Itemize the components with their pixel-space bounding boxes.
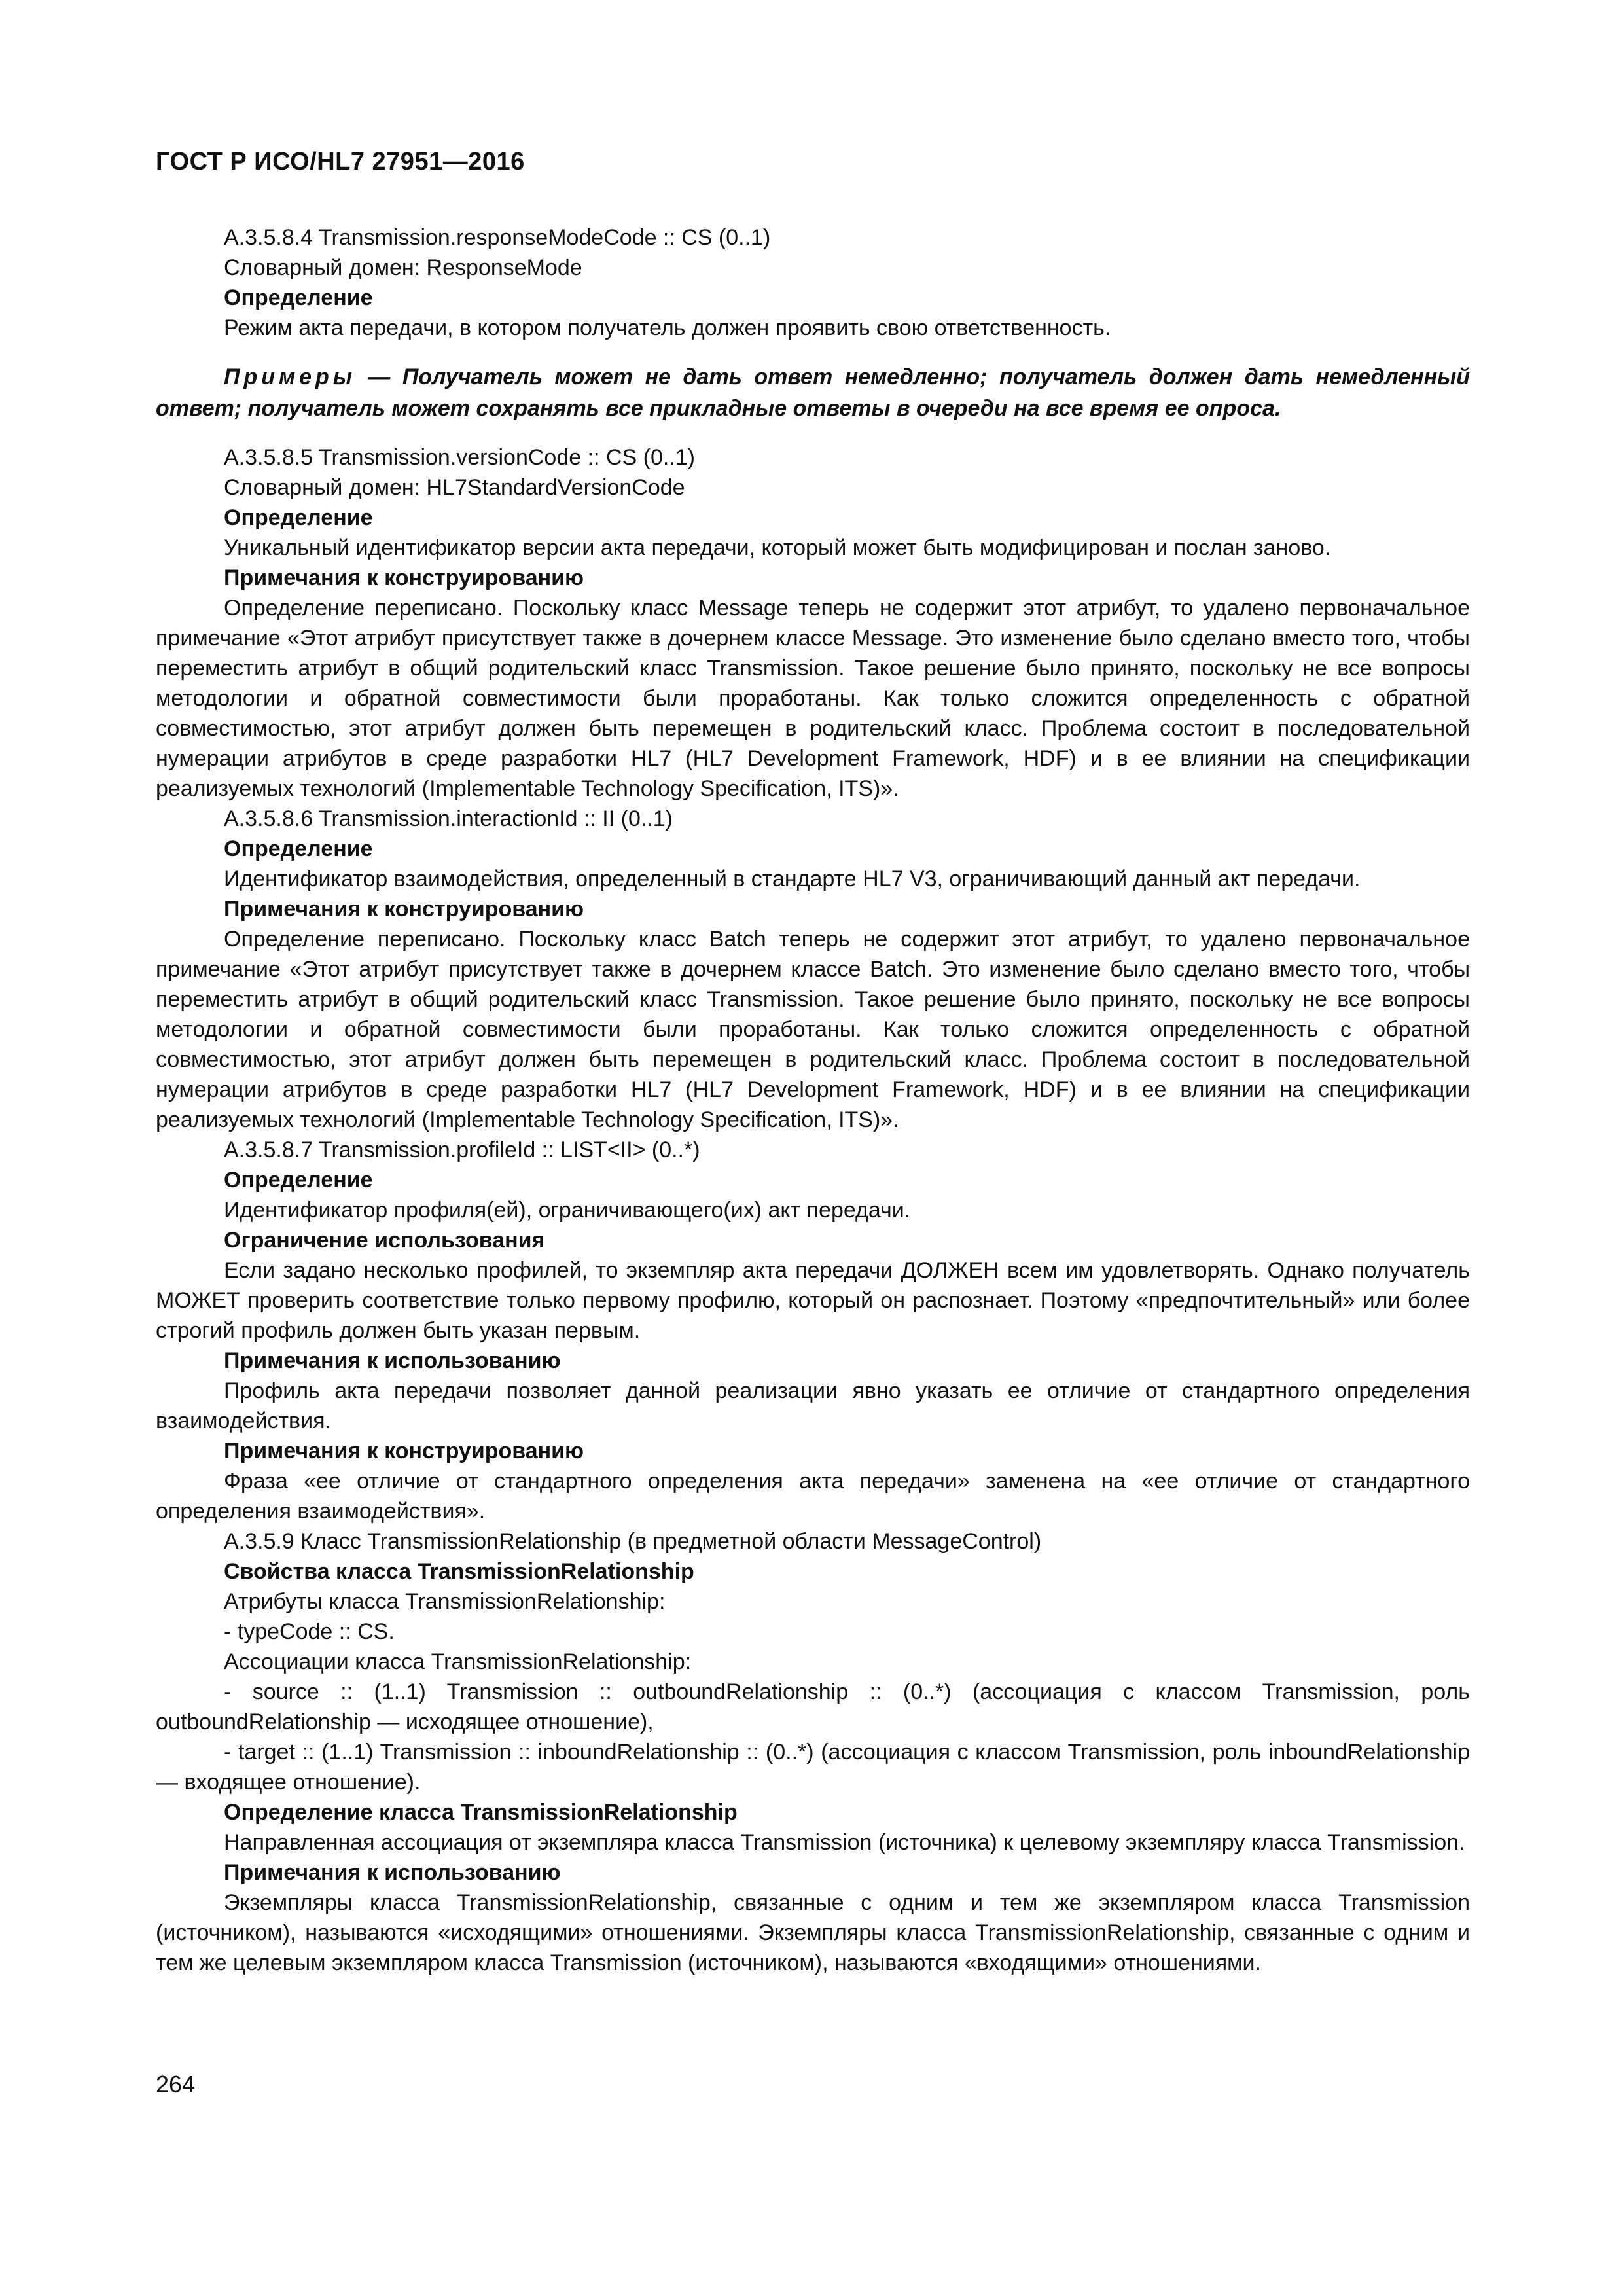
subheading-definition: Определение xyxy=(224,505,373,530)
subheading-definition: Определение xyxy=(224,1168,373,1193)
body-paragraph: Если задано несколько профилей, то экземпляр акта передачи ДОЛЖЕН всем им удовлетворять. Однако получатель МОЖЕТ проверить соответствие только первому профилю, который он распознает. Поэтому «предпочтительный» или более строгий профиль должен быть указан первым. xyxy=(156,1258,1470,1343)
subheading-usage-notes: Примечания к использованию xyxy=(224,1348,561,1373)
body-paragraph: Атрибуты класса TransmissionRelationship: xyxy=(224,1589,666,1614)
subheading-usage-constraint: Ограничение использования xyxy=(224,1228,545,1253)
body-paragraph: Направленная ассоциация от экземпляра класса Transmission (источника) к целевому экземпляру класса Transmission. xyxy=(224,1830,1465,1855)
subheading-class-properties: Свойства класса TransmissionRelationship xyxy=(224,1559,694,1584)
list-item: - source :: (1..1) Transmission :: outboundRelationship :: (0..*) (ассоциация с классом Transmission, роль outboundRelationship — исходящее отношение), xyxy=(156,1679,1470,1734)
list-item: - target :: (1..1) Transmission :: inboundRelationship :: (0..*) (ассоциация с классом Transmission, роль inboundRelationship — входящее отношение). xyxy=(156,1740,1470,1795)
body-paragraph: Режим акта передачи, в котором получатель должен проявить свою ответственность. xyxy=(224,315,1111,340)
body-paragraph: Ассоциации класса TransmissionRelationship: xyxy=(224,1649,692,1674)
section-heading: A.3.5.8.6 Transmission.interactionId :: II (0..1) xyxy=(224,806,673,831)
document-body xyxy=(156,223,1470,1978)
document-header: ГОСТ Р ИСО/HL7 27951—2016 xyxy=(156,148,525,175)
body-paragraph: Определение переписано. Поскольку класс Message теперь не содержит этот атрибут, то удалено первоначальное примечание «Этот атрибут присутствует также в дочернем классе Message. Это изменение было сделано вместо того, чтобы переместить атрибут в общий родительский класс Transmission. Такое решение было принято, поскольку не все вопросы методологии и обратной совместимости были проработаны. Как только сложится определенность с обратной совместимостью, этот атрибут должен быть перемещен в родительский класс. Проблема состоит в последовательной нумерации атрибутов в среде разработки HL7 (HL7 Development Framework, HDF) и в ее влиянии на спецификации реализуемых технологий (Implementable Technology Specification, ITS)». xyxy=(156,596,1470,801)
subheading-class-definition: Определение класса TransmissionRelationship xyxy=(224,1800,738,1825)
page-number: 264 xyxy=(156,2071,196,2098)
section-heading: A.3.5.9 Класс TransmissionRelationship (в предметной области MessageControl) xyxy=(224,1529,1042,1554)
subheading-design-notes: Примечания к конструированию xyxy=(224,1439,584,1463)
subheading-definition: Определение xyxy=(224,836,373,861)
vocabulary-domain: Словарный домен: HL7StandardVersionCode xyxy=(224,475,685,500)
body-paragraph: Определение переписано. Поскольку класс Batch теперь не содержит этот атрибут, то удалено первоначальное примечание «Этот атрибут присутствует также в дочернем классе Batch. Это изменение было сделано вместо того, чтобы переместить атрибут в общий родительский класс Transmission. Такое решение было принято, поскольку не все вопросы методологии и обратной совместимости были проработаны. Как только сложится определенность с обратной совместимостью, этот атрибут должен быть перемещен в родительский класс. Проблема состоит в последовательной нумерации атрибутов в среде разработки HL7 (HL7 Development Framework, HDF) и в ее влиянии на спецификации реализуемых технологий (Implementable Technology Specification, ITS)». xyxy=(156,927,1470,1132)
list-item: - typeCode :: CS. xyxy=(224,1619,395,1644)
subheading-design-notes: Примечания к конструированию xyxy=(224,565,584,590)
body-paragraph: Идентификатор взаимодействия, определенный в стандарте HL7 V3, ограничивающий данный акт передачи. xyxy=(224,867,1361,891)
subheading-usage-notes: Примечания к использованию xyxy=(224,1860,561,1885)
section-heading: A.3.5.8.5 Transmission.versionCode :: CS (0..1) xyxy=(224,445,695,470)
body-paragraph: Экземпляры класса TransmissionRelationship, связанные с одним и тем же экземпляром класса Transmission (источником), называются «исходящими» отношениями. Экземпляры класса TransmissionRelationship, связанные с одним и тем же целевым экземпляром класса Transmission (источником), называются «входящими» отношениями. xyxy=(156,1890,1470,1975)
body-paragraph: Идентификатор профиля(ей), ограничивающего(их) акт передачи. xyxy=(224,1198,911,1223)
vocabulary-domain: Словарный домен: ResponseMode xyxy=(224,255,582,280)
section-heading: A.3.5.8.4 Transmission.responseModeCode :: CS (0..1) xyxy=(224,225,771,250)
body-paragraph: Профиль акта передачи позволяет данной реализации явно указать ее отличие от стандартного определения взаимодействия. xyxy=(156,1378,1470,1433)
body-paragraph: Уникальный идентификатор версии акта передачи, который может быть модифицирован и послан заново. xyxy=(224,535,1331,560)
example-label: Примеры xyxy=(224,365,356,389)
subheading-design-notes: Примечания к конструированию xyxy=(224,897,584,922)
example-note xyxy=(156,361,1470,424)
body-paragraph: Фраза «ее отличие от стандартного определения акта передачи» заменена на «ее отличие от стандартного определения взаимодействия». xyxy=(156,1469,1470,1524)
subheading-definition: Определение xyxy=(224,285,373,310)
example-text: — Получатель может не дать ответ немедленно; получатель должен дать немедленный ответ; получатель может сохранять все прикладные ответы в очереди на все время ее опроса. xyxy=(156,365,1470,421)
section-heading: A.3.5.8.7 Transmission.profileId :: LIST<II> (0..*) xyxy=(224,1138,700,1162)
